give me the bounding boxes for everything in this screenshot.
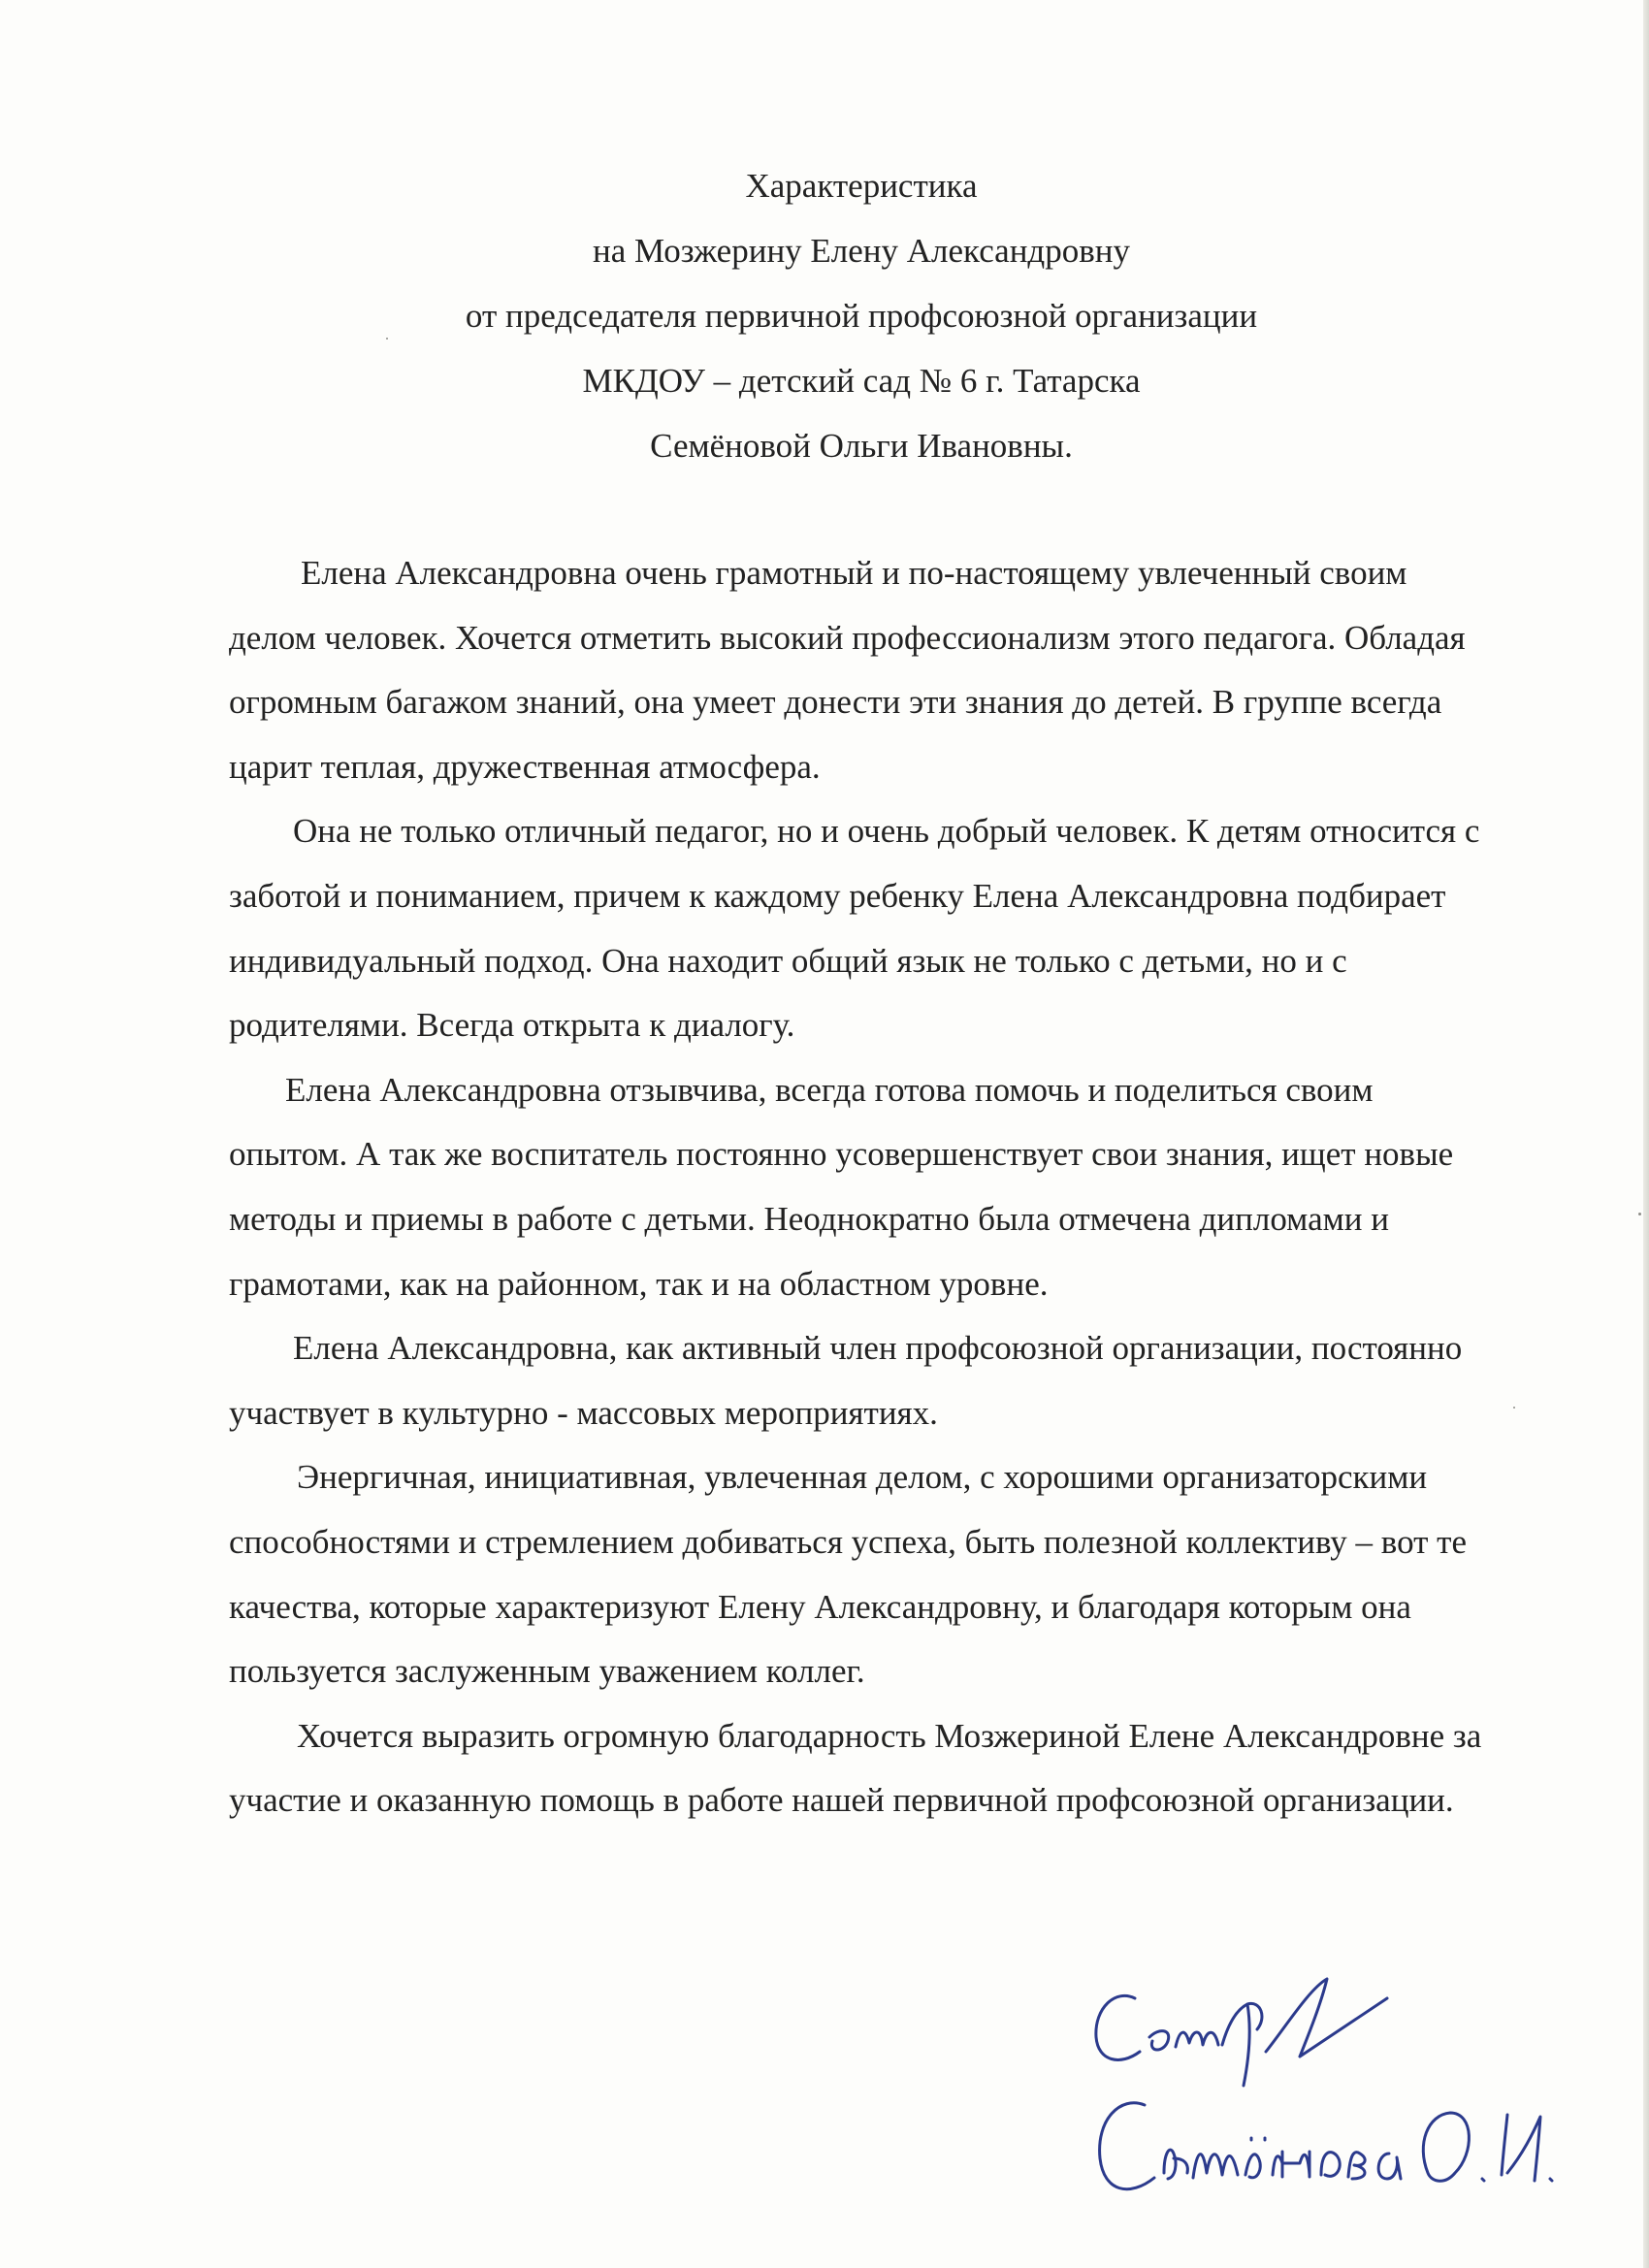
document-body: [229, 541, 1490, 1833]
header-organization: МКДОУ – детский сад № 6 г. Татарска: [582, 362, 1141, 400]
document-title: Характеристика: [745, 167, 978, 205]
scan-speck: [1638, 1213, 1641, 1215]
signature-strokes: [1096, 1979, 1552, 2189]
document-header: [0, 153, 1649, 478]
paragraph-4: Елена Александровна, как активный член профсоюзной организации, постоянно участвует в культурно - массовых мероприятиях.: [229, 1329, 1463, 1432]
paragraph-6: Хочется выразить огромную благодарность Мозжериной Елене Александровне за участие и оказанную помощь в работе нашей первичной профсоюзной организации.: [229, 1716, 1482, 1820]
paragraph-2: Она не только отличный педагог, но и очень добрый человек. К детям относится с заботой и пониманием, причем к каждому ребенку Елена Александровна подбирает индивидуальный подход. Она находит общий язык не только с детьми, но и с родителями. Всегда открыта к диалогу.: [229, 812, 1480, 1045]
scan-speck: [1513, 1407, 1515, 1409]
paragraph-5: Энергичная, инициативная, увлеченная делом, с хорошими организаторскими способностями и стремлением добиваться успеха, быть полезной коллективу – вот те качества, которые характеризуют Елену Александровну, и благодаря которым она пользуется заслуженным уважением коллег.: [229, 1458, 1467, 1691]
paragraph-1: Елена Александровна очень грамотный и по-настоящему увлеченный своим делом человек. Хочется отметить высокий профессионализм этого педагога. Обладая огромным багажом знаний, она умеет донести эти знания до детей. В группе всегда царит теплая, дружественная атмосфера.: [229, 554, 1466, 786]
scan-speck: [386, 338, 388, 340]
header-subject: на Мозжерину Елену Александровну: [593, 232, 1130, 270]
handwritten-signature: [1067, 1960, 1571, 2231]
header-author-name: Семёновой Ольги Ивановны.: [650, 427, 1073, 465]
header-author-role: от председателя первичной профсоюзной организации: [465, 297, 1258, 335]
paragraph-3: Елена Александровна отзывчива, всегда готова помочь и поделиться своим опытом. А так же воспитатель постоянно усовершенствует свои знания, ищет новые методы и приемы в работе с детьми. Неоднократно была отмечена дипломами и грамотами, как на районном, так и на областном уровне.: [229, 1070, 1454, 1303]
